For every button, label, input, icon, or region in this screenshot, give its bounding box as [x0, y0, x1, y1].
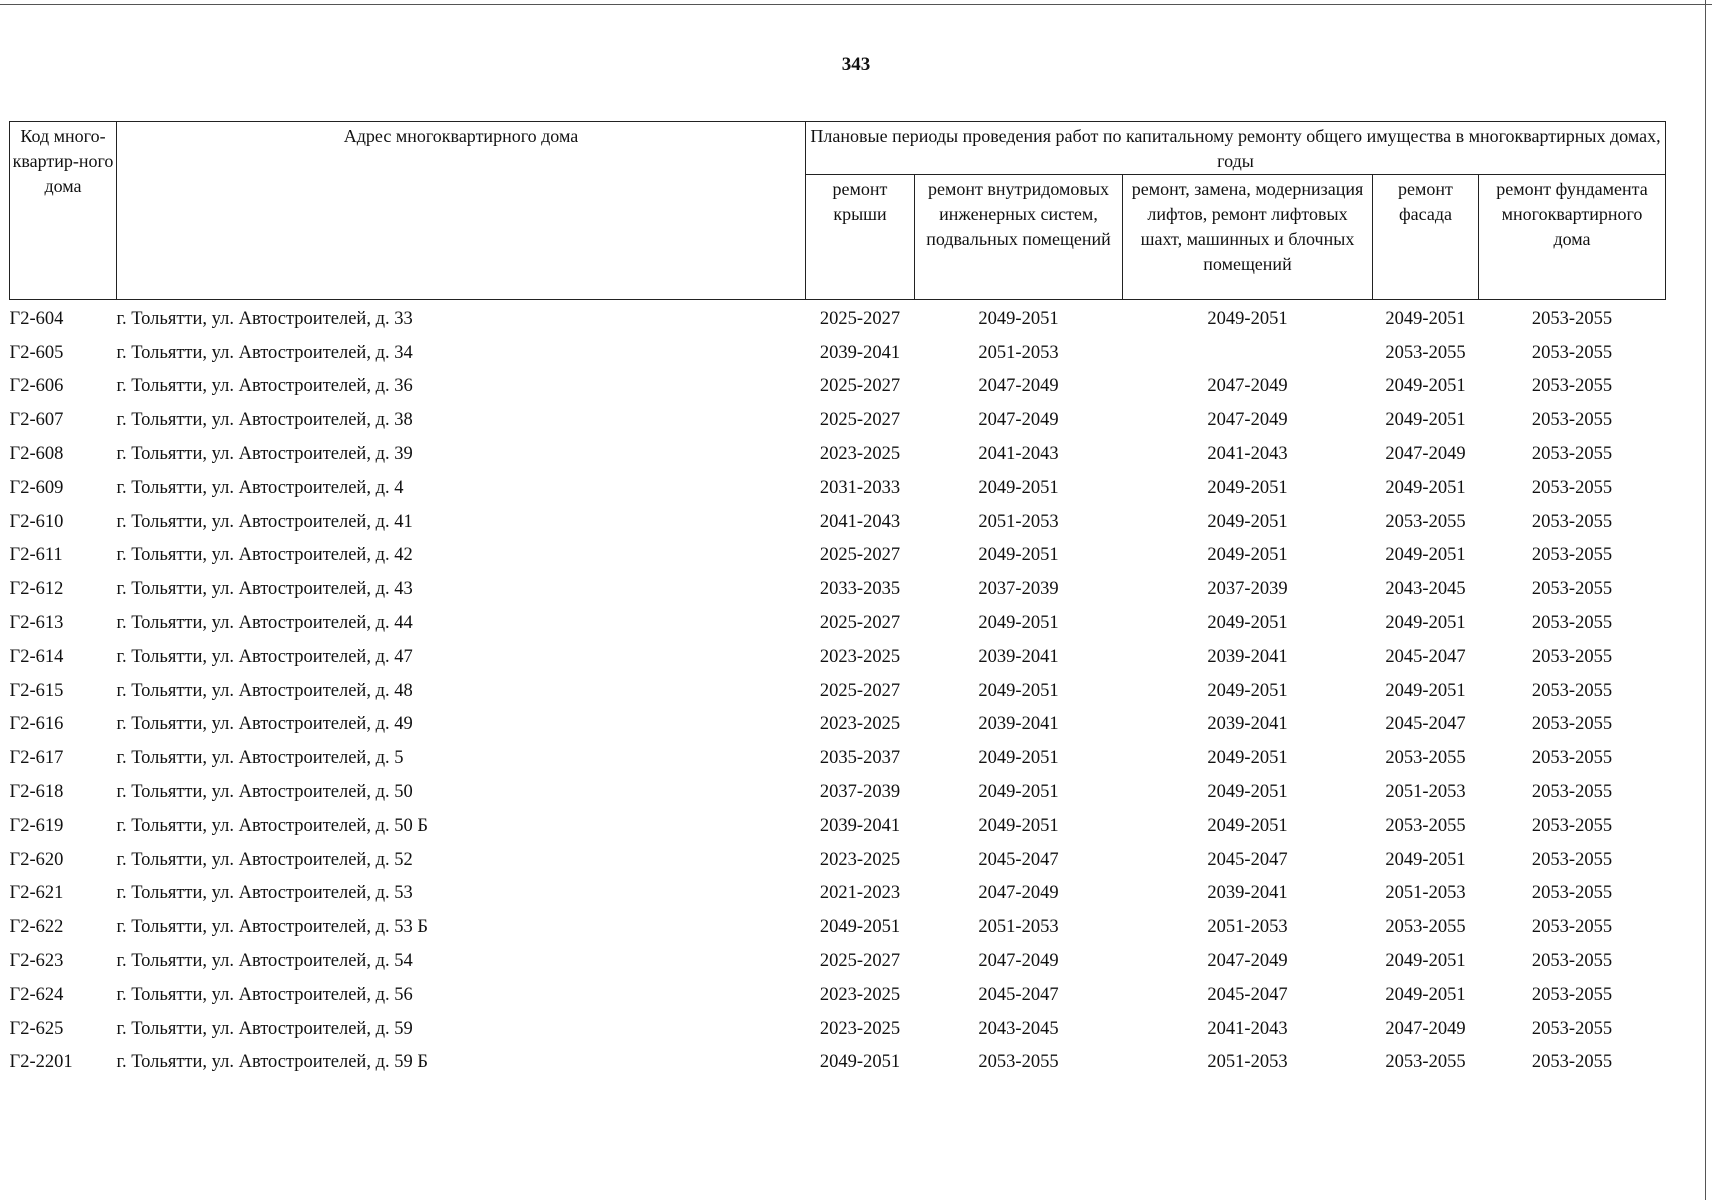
cell-lift: 2049-2051 [1207, 680, 1288, 701]
cell-facade: 2049-2051 [1385, 951, 1466, 972]
cell-lift: 2039-2041 [1207, 883, 1288, 904]
cell-facade: 2049-2051 [1385, 410, 1466, 431]
cell-address: г. Тольятти, ул. Автостроителей, д. 47 [116, 646, 413, 667]
cell-code: Г2-610 [9, 511, 64, 532]
cell-lift: 2049-2051 [1207, 815, 1288, 836]
cell-engineering: 2049-2051 [978, 545, 1059, 566]
cell-engineering: 2053-2055 [978, 1052, 1059, 1073]
table-row [10, 471, 1666, 505]
cell-address: г. Тольятти, ул. Автостроителей, д. 33 [116, 308, 413, 329]
cell-roof: 2023-2025 [819, 714, 901, 735]
cell-foundation: 2053-2055 [1531, 917, 1613, 938]
table-row [10, 572, 1666, 606]
cell-facade: 2053-2055 [1385, 511, 1466, 532]
cell-roof: 2023-2025 [819, 1018, 901, 1039]
cell-engineering: 2043-2045 [978, 1018, 1059, 1039]
cell-foundation: 2053-2055 [1531, 308, 1613, 329]
cell-facade: 2053-2055 [1385, 342, 1466, 363]
cell-roof: 2039-2041 [819, 815, 901, 836]
cell-code: Г2-615 [9, 680, 64, 701]
cell-engineering: 2049-2051 [978, 680, 1059, 701]
cell-foundation: 2053-2055 [1531, 1018, 1613, 1039]
cell-engineering: 2049-2051 [978, 477, 1059, 498]
cell-roof: 2023-2025 [819, 984, 901, 1005]
cell-roof: 2035-2037 [819, 748, 901, 769]
cell-foundation: 2053-2055 [1531, 579, 1613, 600]
cell-roof: 2039-2041 [819, 342, 901, 363]
cell-foundation: 2053-2055 [1531, 815, 1613, 836]
cell-facade: 2049-2051 [1385, 680, 1466, 701]
table-row [10, 978, 1666, 1012]
cell-foundation: 2053-2055 [1531, 410, 1613, 431]
cell-engineering: 2045-2047 [978, 984, 1059, 1005]
cell-roof: 2049-2051 [819, 1052, 901, 1073]
cell-code: Г2-614 [9, 646, 64, 667]
table-row [10, 877, 1666, 911]
cell-lift: 2049-2051 [1207, 545, 1288, 566]
header-address: Адрес многоквартирного дома [117, 122, 806, 300]
cell-roof: 2033-2035 [819, 579, 901, 600]
cell-foundation: 2053-2055 [1531, 714, 1613, 735]
cell-code: Г2-605 [9, 342, 64, 363]
table-row [10, 1012, 1666, 1046]
cell-address: г. Тольятти, ул. Автостроителей, д. 41 [116, 511, 413, 532]
cell-roof: 2025-2027 [819, 545, 901, 566]
cell-foundation: 2053-2055 [1531, 951, 1613, 972]
cell-address: г. Тольятти, ул. Автостроителей, д. 49 [116, 714, 413, 735]
cell-facade: 2053-2055 [1385, 917, 1466, 938]
header-planned-periods: Плановые периоды проведения работ по капитальному ремонту общего имущества в многоквартирных домах, годы [806, 122, 1666, 175]
header-roof: ремонт крыши [806, 175, 915, 300]
cell-address: г. Тольятти, ул. Автостроителей, д. 50 [116, 782, 413, 803]
cell-address: г. Тольятти, ул. Автостроителей, д. 53 Б [116, 917, 428, 938]
cell-facade: 2053-2055 [1385, 1052, 1466, 1073]
cell-facade: 2053-2055 [1385, 815, 1466, 836]
cell-facade: 2053-2055 [1385, 748, 1466, 769]
cell-address: г. Тольятти, ул. Автостроителей, д. 43 [116, 579, 413, 600]
table-row [10, 1046, 1666, 1080]
cell-lift: 2049-2051 [1207, 477, 1288, 498]
cell-roof: 2025-2027 [819, 680, 901, 701]
cell-code: Г2-612 [9, 579, 64, 600]
cell-roof: 2041-2043 [819, 511, 901, 532]
table-row [10, 336, 1666, 370]
cell-address: г. Тольятти, ул. Автостроителей, д. 50 Б [116, 815, 428, 836]
cell-engineering: 2045-2047 [978, 849, 1059, 870]
cell-roof: 2025-2027 [819, 308, 901, 329]
cell-engineering: 2049-2051 [978, 613, 1059, 634]
cell-foundation: 2053-2055 [1531, 680, 1613, 701]
table-row [10, 843, 1666, 877]
table-header [10, 122, 1666, 300]
table-row [10, 809, 1666, 843]
table-row [10, 910, 1666, 944]
table-row [10, 370, 1666, 404]
table-row [10, 674, 1666, 708]
cell-code: Г2-625 [9, 1018, 64, 1039]
cell-engineering: 2049-2051 [978, 308, 1059, 329]
cell-engineering: 2051-2053 [978, 511, 1059, 532]
cell-facade: 2047-2049 [1385, 444, 1466, 465]
cell-lift: 2049-2051 [1207, 511, 1288, 532]
cell-lift: 2051-2053 [1207, 1052, 1288, 1073]
cell-address: г. Тольятти, ул. Автостроителей, д. 52 [116, 849, 413, 870]
cell-lift: 2039-2041 [1207, 646, 1288, 667]
cell-engineering: 2039-2041 [978, 646, 1059, 667]
cell-address: г. Тольятти, ул. Автостроителей, д. 36 [116, 376, 413, 397]
cell-engineering: 2037-2039 [978, 579, 1059, 600]
cell-lift: 2041-2043 [1207, 444, 1288, 465]
cell-roof: 2023-2025 [819, 646, 901, 667]
cell-code: Г2-622 [9, 917, 64, 938]
cell-roof: 2031-2033 [819, 477, 901, 498]
cell-engineering: 2051-2053 [978, 342, 1059, 363]
cell-code: Г2-606 [9, 376, 64, 397]
cell-address: г. Тольятти, ул. Автостроителей, д. 48 [116, 680, 413, 701]
cell-code: Г2-613 [9, 613, 64, 634]
header-engineering: ремонт внутридомовых инженерных систем, подвальных помещений [915, 175, 1123, 300]
cell-foundation: 2053-2055 [1531, 849, 1613, 870]
table-row [10, 505, 1666, 539]
cell-address: г. Тольятти, ул. Автостроителей, д. 42 [116, 545, 413, 566]
table-row [10, 300, 1666, 336]
cell-foundation: 2053-2055 [1531, 646, 1613, 667]
cell-foundation: 2053-2055 [1531, 613, 1613, 634]
cell-address: г. Тольятти, ул. Автостроителей, д. 53 [116, 883, 413, 904]
cell-foundation: 2053-2055 [1531, 376, 1613, 397]
cell-code: Г2-620 [9, 849, 64, 870]
cell-lift: 2045-2047 [1207, 849, 1288, 870]
table-row [10, 944, 1666, 978]
cell-lift: 2051-2053 [1207, 917, 1288, 938]
page-number: 343 [841, 54, 871, 75]
cell-lift: 2049-2051 [1207, 782, 1288, 803]
cell-code: Г2-623 [9, 951, 64, 972]
cell-facade: 2043-2045 [1385, 579, 1466, 600]
cell-engineering: 2047-2049 [978, 951, 1059, 972]
cell-code: Г2-604 [9, 308, 64, 329]
cell-facade: 2049-2051 [1385, 477, 1466, 498]
table-row [10, 539, 1666, 573]
header-row-1 [10, 122, 1666, 175]
cell-facade: 2049-2051 [1385, 308, 1466, 329]
cell-roof: 2025-2027 [819, 410, 901, 431]
cell-facade: 2047-2049 [1385, 1018, 1466, 1039]
cell-facade: 2049-2051 [1385, 849, 1466, 870]
cell-lift: 2049-2051 [1207, 613, 1288, 634]
table-row [10, 437, 1666, 471]
cell-code: Г2-624 [9, 984, 64, 1005]
cell-address: г. Тольятти, ул. Автостроителей, д. 5 [116, 748, 404, 769]
cell-facade: 2049-2051 [1385, 984, 1466, 1005]
top-scan-edge [0, 4, 1712, 5]
cell-foundation: 2053-2055 [1531, 984, 1613, 1005]
cell-lift: 2045-2047 [1207, 984, 1288, 1005]
table-row [10, 775, 1666, 809]
cell-code: Г2-2201 [9, 1052, 73, 1073]
cell-address: г. Тольятти, ул. Автостроителей, д. 54 [116, 951, 413, 972]
cell-code: Г2-609 [9, 477, 64, 498]
cell-code: Г2-616 [9, 714, 64, 735]
cell-code: Г2-608 [9, 444, 64, 465]
cell-facade: 2051-2053 [1385, 883, 1466, 904]
cell-foundation: 2053-2055 [1531, 883, 1613, 904]
cell-code: Г2-618 [9, 782, 64, 803]
table-row [10, 640, 1666, 674]
cell-address: г. Тольятти, ул. Автостроителей, д. 59 [116, 1018, 413, 1039]
cell-engineering: 2049-2051 [978, 782, 1059, 803]
table-row [10, 741, 1666, 775]
cell-facade: 2051-2053 [1385, 782, 1466, 803]
cell-roof: 2025-2027 [819, 376, 901, 397]
cell-code: Г2-619 [9, 815, 64, 836]
cell-lift [1123, 336, 1373, 370]
cell-foundation: 2053-2055 [1531, 511, 1613, 532]
cell-facade: 2049-2051 [1385, 613, 1466, 634]
cell-code: Г2-607 [9, 410, 64, 431]
table-body [10, 300, 1666, 1080]
cell-roof: 2037-2039 [819, 782, 901, 803]
header-facade: ремонт фасада [1373, 175, 1479, 300]
header-lift: ремонт, замена, модернизация лифтов, ремонт лифтовых шахт, машинных и блочных помещений [1123, 175, 1373, 300]
cell-facade: 2045-2047 [1385, 646, 1466, 667]
cell-foundation: 2053-2055 [1531, 545, 1613, 566]
repair-schedule-table [9, 121, 1666, 1079]
cell-lift: 2047-2049 [1207, 410, 1288, 431]
table-row [10, 708, 1666, 742]
cell-lift: 2049-2051 [1207, 748, 1288, 769]
table-row [10, 403, 1666, 437]
cell-engineering: 2039-2041 [978, 714, 1059, 735]
cell-lift: 2049-2051 [1207, 308, 1288, 329]
cell-facade: 2049-2051 [1385, 376, 1466, 397]
cell-roof: 2049-2051 [819, 917, 901, 938]
cell-roof: 2023-2025 [819, 444, 901, 465]
cell-roof: 2023-2025 [819, 849, 901, 870]
header-foundation: ремонт фундамента многоквартирного дома [1479, 175, 1666, 300]
cell-lift: 2041-2043 [1207, 1018, 1288, 1039]
cell-address: г. Тольятти, ул. Автостроителей, д. 59 Б [116, 1052, 428, 1073]
cell-address: г. Тольятти, ул. Автостроителей, д. 4 [116, 477, 404, 498]
cell-lift: 2039-2041 [1207, 714, 1288, 735]
cell-roof: 2021-2023 [819, 883, 901, 904]
right-scan-edge [1705, 0, 1706, 1200]
cell-engineering: 2049-2051 [978, 748, 1059, 769]
cell-lift: 2047-2049 [1207, 376, 1288, 397]
table-row [10, 606, 1666, 640]
cell-engineering: 2047-2049 [978, 376, 1059, 397]
cell-engineering: 2047-2049 [978, 410, 1059, 431]
cell-roof: 2025-2027 [819, 613, 901, 634]
cell-address: г. Тольятти, ул. Автостроителей, д. 56 [116, 984, 413, 1005]
cell-address: г. Тольятти, ул. Автостроителей, д. 34 [116, 342, 413, 363]
cell-engineering: 2041-2043 [978, 444, 1059, 465]
cell-lift: 2037-2039 [1207, 579, 1288, 600]
cell-foundation: 2053-2055 [1531, 748, 1613, 769]
cell-code: Г2-617 [9, 748, 64, 769]
cell-engineering: 2047-2049 [978, 883, 1059, 904]
cell-foundation: 2053-2055 [1531, 444, 1613, 465]
cell-foundation: 2053-2055 [1531, 782, 1613, 803]
cell-address: г. Тольятти, ул. Автостроителей, д. 44 [116, 613, 413, 634]
cell-code: Г2-611 [9, 545, 63, 566]
cell-facade: 2049-2051 [1385, 545, 1466, 566]
cell-address: г. Тольятти, ул. Автостроителей, д. 39 [116, 444, 413, 465]
cell-foundation: 2053-2055 [1531, 477, 1613, 498]
cell-code: Г2-621 [9, 883, 64, 904]
cell-facade: 2045-2047 [1385, 714, 1466, 735]
cell-address: г. Тольятти, ул. Автостроителей, д. 38 [116, 410, 413, 431]
cell-engineering: 2051-2053 [978, 917, 1059, 938]
header-code: Код много-квартир-ного дома [10, 122, 117, 300]
cell-engineering: 2049-2051 [978, 815, 1059, 836]
cell-lift: 2047-2049 [1207, 951, 1288, 972]
cell-foundation: 2053-2055 [1531, 1052, 1613, 1073]
cell-roof: 2025-2027 [819, 951, 901, 972]
cell-foundation: 2053-2055 [1531, 342, 1613, 363]
